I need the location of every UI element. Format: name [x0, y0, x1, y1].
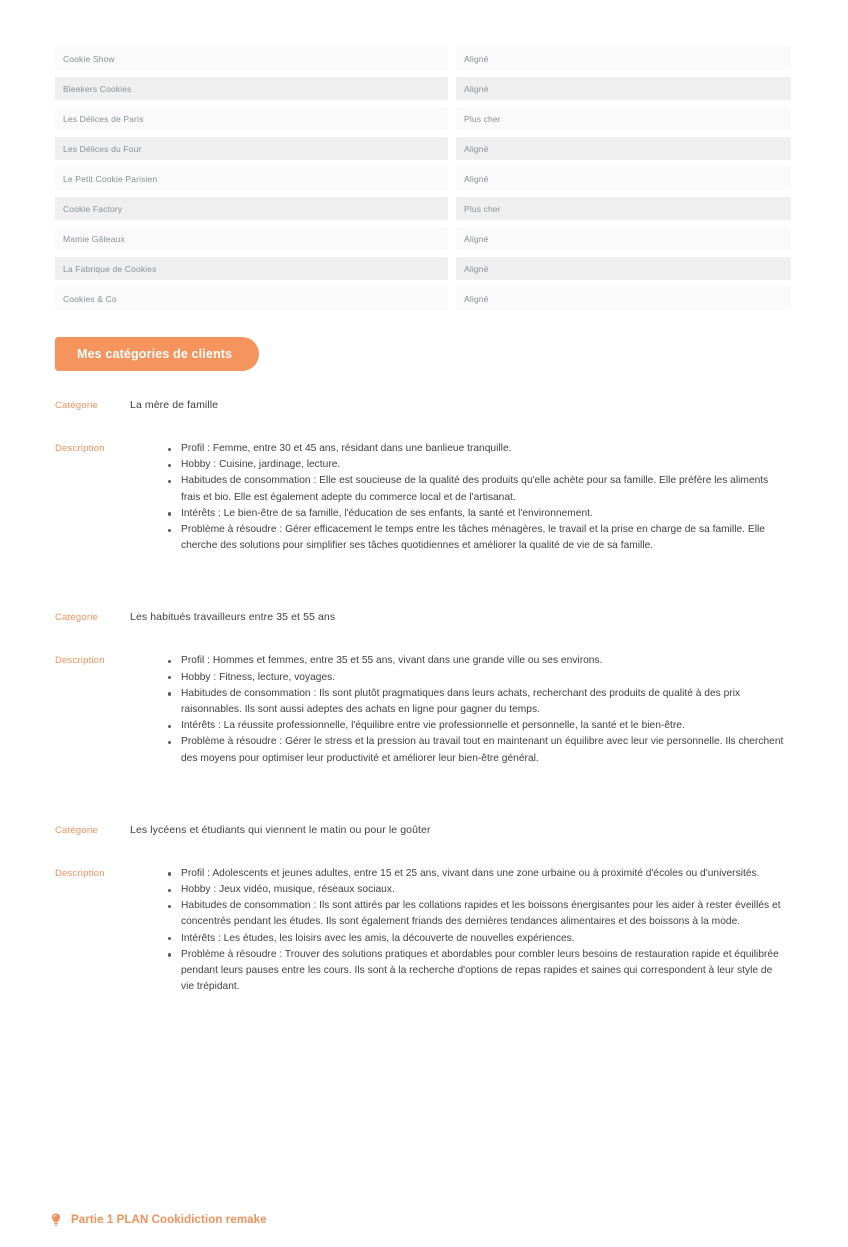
table-cell-price-position: Aligné: [456, 167, 791, 190]
table-cell-competitor-name: Le Petit Cookie Parisien: [55, 167, 448, 190]
persona-list: [55, 398, 793, 995]
table-row: [55, 77, 793, 100]
table-row: [55, 137, 793, 160]
table-cell-price-position: Aligné: [456, 257, 791, 280]
table-row: [55, 197, 793, 220]
table-row: [55, 257, 793, 280]
table-row: [55, 47, 793, 70]
table-cell-competitor-name: Mamie Gâteaux: [55, 227, 448, 250]
list-item: Intérêts : Les études, les loisirs avec les amis, la découverte de nouvelles expériences.: [167, 931, 787, 947]
table-cell-price-position: Aligné: [456, 47, 791, 70]
persona-category-row: [55, 610, 793, 625]
persona-description-bullets: [167, 441, 787, 554]
field-label-category: Catégorie: [55, 400, 98, 411]
persona-block: [55, 823, 793, 996]
field-label-description: Description: [55, 867, 105, 879]
table-row: [55, 167, 793, 190]
list-item: Habitudes de consommation : Ils sont plutôt pragmatiques dans leurs achats, recherchant des produits de qualité à des prix raisonnables. Ils sont aussi adeptes des achats en ligne pour gagner du temps.: [167, 686, 787, 718]
list-item: Profil : Adolescents et jeunes adultes, entre 15 et 25 ans, vivant dans une zone urbaine ou à proximité d'écoles ou d'universités.: [167, 866, 787, 882]
table-cell-price-position: Aligné: [456, 227, 791, 250]
persona-description-row: [55, 653, 793, 766]
persona-category-row: [55, 398, 793, 413]
list-item: Profil : Femme, entre 30 et 45 ans, résidant dans une banlieue tranquille.: [167, 441, 787, 457]
persona-description-row: [55, 866, 793, 996]
table-cell-competitor-name: Les Délices du Four: [55, 137, 448, 160]
document-page: [0, 47, 848, 995]
field-label-category: Catégorie: [55, 824, 98, 836]
footer-document-link[interactable]: [48, 1212, 267, 1228]
persona-description-bullets: [167, 866, 787, 996]
section-heading-pill: Mes catégories de clients: [55, 337, 259, 371]
list-item: Profil : Hommes et femmes, entre 35 et 55 ans, vivant dans une grande ville ou ses environs.: [167, 653, 787, 669]
persona-category-value: Les habitués travailleurs entre 35 et 55 ans: [130, 611, 336, 624]
list-item: Problème à résoudre : Gérer efficacement le temps entre les tâches ménagères, le travail et la prise en charge de sa famille. Elle cherche des solutions pour simplifier ses tâches quotidiennes et améliorer la qualité de vie de sa famille.: [167, 522, 787, 554]
table-row: [55, 227, 793, 250]
persona-category-row: [55, 823, 793, 838]
table-cell-price-position: Aligné: [456, 137, 791, 160]
table-cell-price-position: Plus cher: [456, 107, 791, 130]
lightbulb-icon: [48, 1212, 64, 1228]
table-row: [55, 287, 793, 310]
field-label-description: Description: [55, 443, 105, 454]
table-cell-price-position: Plus cher: [456, 197, 791, 220]
list-item: Intérêts : La réussite professionnelle, l'équilibre entre vie professionnelle et personnelle, la santé et le bien-être.: [167, 718, 787, 734]
table-cell-competitor-name: Cookies & Co: [55, 287, 448, 310]
list-item: Problème à résoudre : Trouver des solutions pratiques et abordables pour combler leurs besoins de restauration rapide et équilibrée pendant leurs pauses entre les cours. Ils sont à la recherche d'options de repas rapides et saines qui correspondent à leur style de vie trépidant.: [167, 947, 787, 996]
table-cell-price-position: Aligné: [456, 77, 791, 100]
list-item: Hobby : Jeux vidéo, musique, réseaux sociaux.: [167, 882, 787, 898]
persona-block: [55, 610, 793, 766]
persona-description-row: [55, 441, 793, 554]
persona-category-value: Les lycéens et étudiants qui viennent le matin ou pour le goûter: [130, 823, 431, 836]
list-item: Hobby : Fitness, lecture, voyages.: [167, 670, 787, 686]
list-item: Habitudes de consommation : Elle est soucieuse de la qualité des produits qu'elle achète pour sa famille. Elle préfère les aliments frais et bio. Elle est également adepte du commerce local et de l'artisanat.: [167, 473, 787, 505]
field-label-description: Description: [55, 655, 105, 667]
table-cell-price-position: Aligné: [456, 287, 791, 310]
persona-description-bullets: [167, 653, 787, 766]
list-item: Intérêts : Le bien-être de sa famille, l'éducation de ses enfants, la santé et l'environnement.: [167, 506, 787, 522]
table-cell-competitor-name: Cookie Show: [55, 47, 448, 70]
field-label-category: Catégorie: [55, 612, 98, 624]
table-cell-competitor-name: Cookie Factory: [55, 197, 448, 220]
persona-block: [55, 398, 793, 554]
table-row: [55, 107, 793, 130]
list-item: Hobby : Cuisine, jardinage, lecture.: [167, 457, 787, 473]
list-item: Problème à résoudre : Gérer le stress et la pression au travail tout en maintenant un équilibre avec leur vie personnelle. Ils cherchent des moyens pour optimiser leur productivité et améliorer leur bien-être général.: [167, 734, 787, 766]
footer-link-label: Partie 1 PLAN Cookidiction remake: [71, 1214, 267, 1226]
table-cell-competitor-name: La Fabrique de Cookies: [55, 257, 448, 280]
list-item: Habitudes de consommation : Ils sont attirés par les collations rapides et les boissons énergisantes pour les aider à rester éveillés et concentrés pendant les études. Ils sont également friands des dernières tendances alimentaires et des boissons à la mode.: [167, 898, 787, 930]
table-cell-competitor-name: Les Délices de Paris: [55, 107, 448, 130]
table-cell-competitor-name: Bleekers Cookies: [55, 77, 448, 100]
persona-category-value: La mère de famille: [130, 399, 219, 411]
competitor-price-comparison-table: [55, 47, 793, 310]
